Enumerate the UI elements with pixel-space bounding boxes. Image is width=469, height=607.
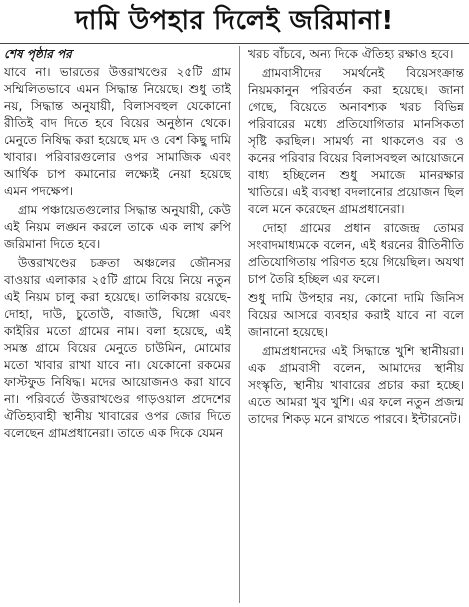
headline-rule bbox=[0, 43, 469, 44]
headline: দামি উপহার দিলেই জরিমানা! bbox=[75, 6, 394, 36]
article-paragraph: উত্তরাখণ্ডের চক্রতা অঞ্চলের জৌনসর বাওয়ার এলাকার ২৫টি গ্রামে বিয়ে নিয়ে নতুন এই নিয়ম চালু করা হয়েছে। তালিকায় রয়েছে- দোহা, দাউ, চুতোউ, বাজাউ, ঘিঙ্গো এবং কাইরির মতো গ্রামের নাম। বলা হয়েছে, এই সমস্ত গ্রামে বিয়ের মেনুতে চাউমিন, মোমোর মতো খাবার রাখা যাবে না। যেকোনো রকমের ফাস্টফুড নিষিদ্ধ। মদের আয়োজনও করা যাবে না। পরিবর্তে উত্তরাখণ্ডের গাড়ওয়াল প্রদেশের ঐতিহ্যবাহী স্থানীয় খাবারের ওপর জোর দিতে বলেছেন গ্রামপ্রধানেরা। তাতে এক দিকে যেমন bbox=[4, 256, 231, 440]
article-paragraph: শুধু দামি উপহার নয়, কোনো দামি জিনিস বিয়ের আসরে ব্যবহার করাই যাবে না বলে জানানো হয়েছে। bbox=[248, 291, 464, 339]
left-column bbox=[4, 46, 231, 603]
article-paragraph: গ্রামবাসীদের সমর্থনেই বিয়েসংক্রান্ত নিয়মকানুন পরিবর্তন করা হয়েছে। জানা গেছে, বিয়েতে অনাবশ্যক খরচ বিভিন্ন পরিবারের মধ্যে প্রতিযোগিতার মানসিকতা সৃষ্টি করছিল। সামর্থ্য না থাকলেও বর ও কনের পরিবার বিয়ের বিলাসবহুল আয়োজনে বাধ্য হচ্ছিলেন শুধু সমাজে মানরক্ষার খাতিরে। এই ব্যবস্থা বদলানোর প্রয়োজন ছিল বলে মনে করেছেন গ্রামপ্রধানেরা। bbox=[248, 66, 464, 216]
right-column bbox=[248, 46, 464, 603]
article-paragraph: খরচ বাঁচবে, অন্য দিকে ঐতিহ্য রক্ষাও হবে। bbox=[248, 47, 454, 61]
column-divider bbox=[239, 46, 240, 603]
continued-from-label: শেষ পৃষ্ঠার পর bbox=[4, 47, 72, 61]
article-paragraph: গ্রাম পঞ্চায়েতগুলোর সিদ্ধান্ত অনুযায়ী, কেউ এই নিয়ম লঙ্ঘন করলে তাকে এক লাখ রুপি জরিমানা দিতে হবে। bbox=[4, 203, 231, 251]
article-paragraph: যাবে না। ভারতের উত্তরাখণ্ডের ২৫টি গ্রাম সম্মিলিতভাবে এমন সিদ্ধান্ত নিয়েছে। শুধু তাই নয়, সিদ্ধান্ত অনুযায়ী, বিলাসবহুল যেকোনো রীতিই বাদ দিতে হবে বিয়ের অনুষ্ঠান থেকে। মেনুতে নিষিদ্ধ করা হয়েছে মদ ও বেশ কিছু দামি খাবার। পরিবারগুলোর ওপর সামাজিক এবং আর্থিক চাপ কমানোর লক্ষ্যেই নেয়া হয়েছে এমন পদক্ষেপ। bbox=[4, 65, 231, 198]
article-paragraph: গ্রামপ্রধানদের এই সিদ্ধান্তে খুশি স্থানীয়রা। এক গ্রামবাসী বলেন, আমাদের স্থানীয় সংস্কৃতি, স্থানীয় খাবারের প্রচার করা হচ্ছে। এতে আমরা খুব খুশি। এর ফলে নতুন প্রজন্ম তাদের শিকড় মনে রাখতে পারবে। ইন্টারনেট। bbox=[248, 344, 464, 426]
article-paragraph: দোহা গ্রামের প্রধান রাজেন্দ্র তোমর সংবাদমাধ্যমকে বলেন, এই ধরনের রীতিনীতি প্রতিযোগিতায় পরিণত হয়ে গিয়েছিল। অযথা চাপ তৈরি হচ্ছিল এর ফলে। bbox=[248, 221, 464, 286]
